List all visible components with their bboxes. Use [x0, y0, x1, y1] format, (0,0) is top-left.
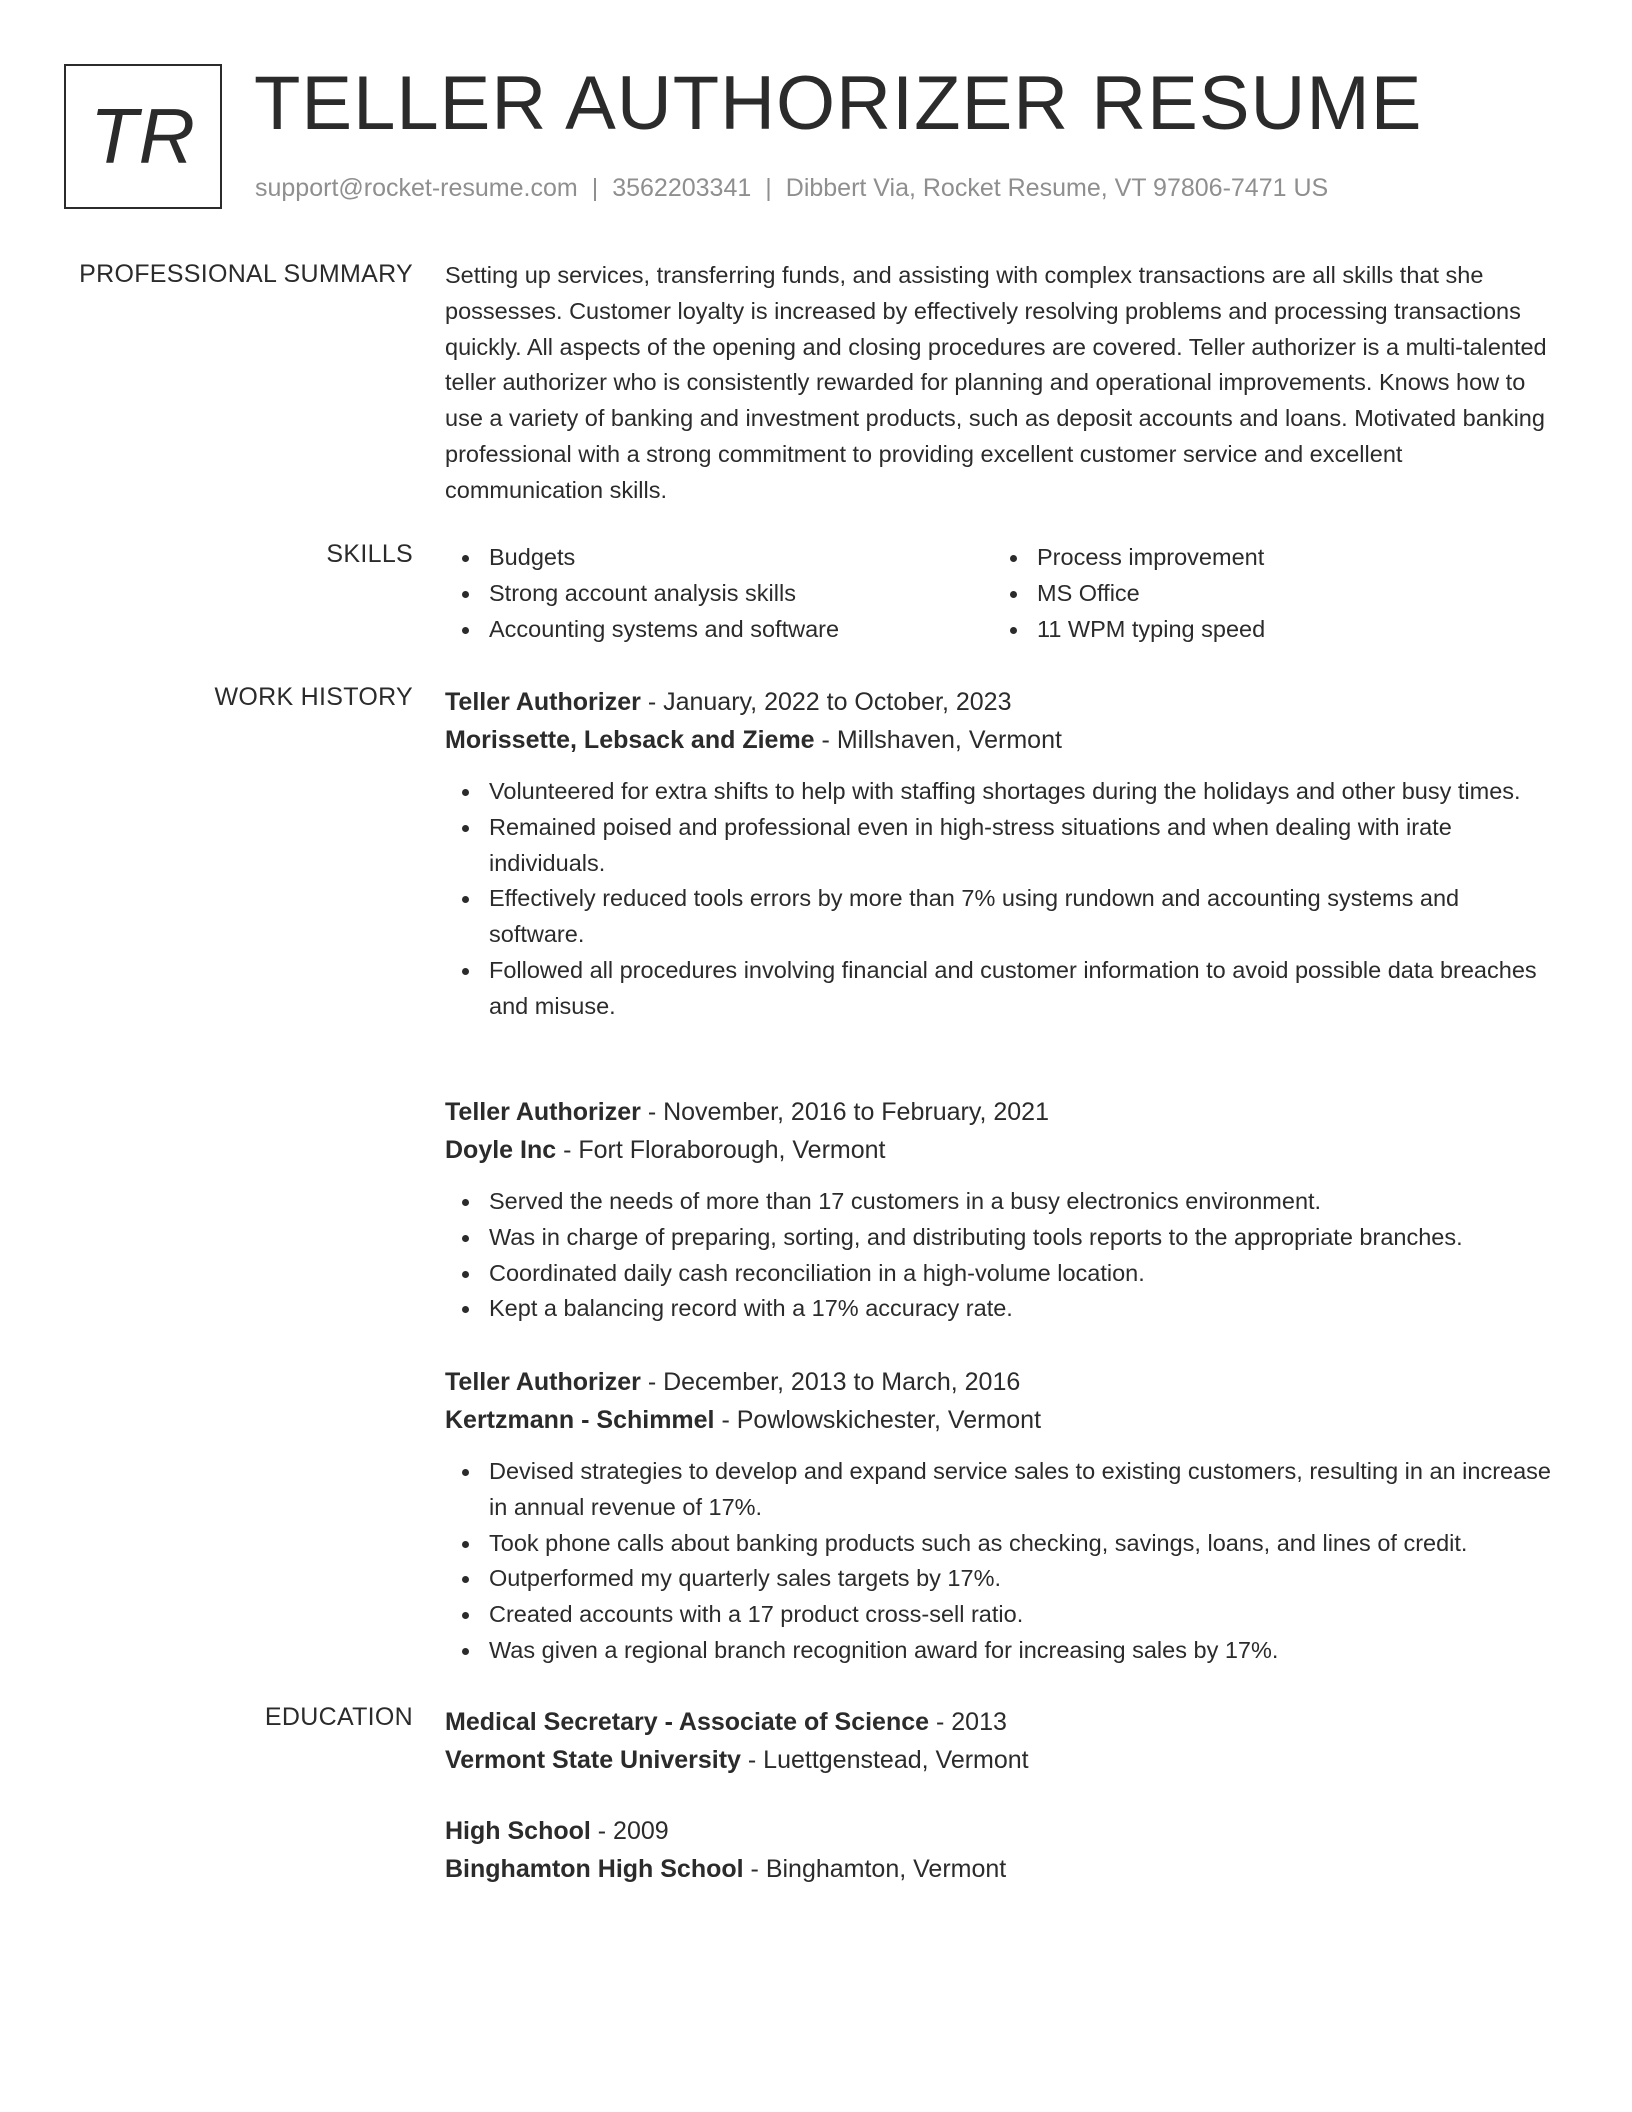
job-bullet: Followed all procedures involving financial and customer information to avoid possible data breaches and misuse.: [445, 953, 1560, 1025]
contact-email: support@rocket-resume.com: [255, 174, 578, 202]
job-entry: [445, 1093, 1560, 1327]
job-company: Morissette, Lebsack and Zieme: [445, 726, 815, 754]
education-year: - 2009: [597, 1817, 669, 1845]
job-bullet: Outperformed my quarterly sales targets by 17%.: [445, 1561, 1560, 1597]
job-location: - Powlowskichester, Vermont: [721, 1406, 1042, 1434]
skills-list: [445, 540, 1560, 647]
job-dates: - November, 2016 to February, 2021: [647, 1098, 1049, 1126]
job-company-line: [445, 721, 1560, 759]
education-degree-line: [445, 1703, 1560, 1741]
education-list: [445, 1703, 1560, 1903]
work-history-heading: WORK HISTORY: [214, 683, 413, 711]
education-location: - Luettgenstead, Vermont: [747, 1746, 1029, 1774]
job-bullet: Was given a regional branch recognition award for increasing sales by 17%.: [445, 1633, 1560, 1669]
job-bullet: Created accounts with a 17 product cross-sell ratio.: [445, 1597, 1560, 1633]
job-entry: [445, 683, 1560, 1025]
education-school: Binghamton High School: [445, 1855, 744, 1883]
skill-item: MS Office: [993, 576, 1541, 612]
contact-address: Dibbert Via, Rocket Resume, VT 97806-7471 US: [785, 174, 1329, 202]
job-location: - Millshaven, Vermont: [821, 726, 1062, 754]
contact-phone: 3562203341: [612, 174, 752, 202]
skill-item: Budgets: [445, 540, 993, 576]
job-bullet: Volunteered for extra shifts to help with staffing shortages during the holidays and other busy times.: [445, 774, 1560, 810]
skill-item: Strong account analysis skills: [445, 576, 993, 612]
job-bullet: Served the needs of more than 17 customers in a busy electronics environment.: [445, 1184, 1560, 1220]
education-location: - Binghamton, Vermont: [750, 1855, 1007, 1883]
job-location: - Fort Floraborough, Vermont: [563, 1136, 886, 1164]
job-title: Teller Authorizer: [445, 1368, 641, 1396]
education-degree: High School: [445, 1817, 591, 1845]
skill-item: 11 WPM typing speed: [993, 612, 1541, 648]
education-heading: EDUCATION: [264, 1703, 413, 1731]
job-title-line: [445, 683, 1560, 721]
education-school-line: [445, 1850, 1560, 1888]
education-entry: [445, 1703, 1560, 1779]
contact-line: [255, 174, 1328, 203]
job-bullet: Effectively reduced tools errors by more than 7% using rundown and accounting systems and software.: [445, 881, 1560, 953]
job-bullet: Took phone calls about banking products such as checking, savings, loans, and lines of credit.: [445, 1526, 1560, 1562]
job-company-line: [445, 1131, 1560, 1169]
job-bullets: [445, 774, 1560, 1025]
work-history-list: [445, 683, 1560, 1683]
skill-item: Accounting systems and software: [445, 612, 993, 648]
job-bullet: Was in charge of preparing, sorting, and distributing tools reports to the appropriate branches.: [445, 1220, 1560, 1256]
summary-heading: PROFESSIONAL SUMMARY: [79, 260, 413, 288]
contact-separator: |: [765, 174, 772, 202]
job-company: Kertzmann - Schimmel: [445, 1406, 715, 1434]
job-bullet: Remained poised and professional even in high-stress situations and when dealing with irate individuals.: [445, 810, 1560, 882]
education-year: - 2013: [935, 1708, 1007, 1736]
job-title-line: [445, 1093, 1560, 1131]
monogram-badge: TR: [64, 64, 222, 209]
skills-column-left: [445, 540, 993, 647]
job-bullet: Coordinated daily cash reconciliation in a high-volume location.: [445, 1256, 1560, 1292]
education-degree: Medical Secretary - Associate of Science: [445, 1708, 930, 1736]
education-entry: [445, 1812, 1560, 1888]
job-dates: - December, 2013 to March, 2016: [647, 1368, 1021, 1396]
job-bullets: [445, 1454, 1560, 1669]
education-school: Vermont State University: [445, 1746, 741, 1774]
job-bullets: [445, 1184, 1560, 1327]
resume-header: [64, 61, 1568, 209]
skills-column-right: [993, 540, 1541, 647]
job-title: Teller Authorizer: [445, 688, 641, 716]
skills-heading: SKILLS: [326, 540, 413, 568]
job-bullet: Devised strategies to develop and expand service sales to existing customers, resulting in an increase in annual revenue of 17%.: [445, 1454, 1560, 1526]
summary-text: Setting up services, transferring funds, and assisting with complex transactions are all skills that she possesses. Customer loyalty is increased by effectively resolving problems and processing transactions quickly. All aspects of the opening and closing procedures are covered. Teller authorizer is a multi-talented teller authorizer who is consistently rewarded for planning and operational improvements. Knows how to use a variety of banking and investment products, such as deposit accounts and loans. Motivated banking professional with a strong commitment to providing excellent customer service and excellent communication skills.: [445, 262, 1547, 503]
job-company: Doyle Inc: [445, 1136, 557, 1164]
job-company-line: [445, 1401, 1560, 1439]
education-degree-line: [445, 1812, 1560, 1850]
job-dates: - January, 2022 to October, 2023: [647, 688, 1012, 716]
resume-title: TELLER AUTHORIZER RESUME: [254, 61, 1423, 146]
job-bullet: Kept a balancing record with a 17% accuracy rate.: [445, 1291, 1560, 1327]
job-entry: [445, 1363, 1560, 1669]
skill-item: Process improvement: [993, 540, 1541, 576]
job-title-line: [445, 1363, 1560, 1401]
job-title: Teller Authorizer: [445, 1098, 641, 1126]
contact-separator: |: [591, 174, 599, 202]
education-school-line: [445, 1741, 1560, 1779]
